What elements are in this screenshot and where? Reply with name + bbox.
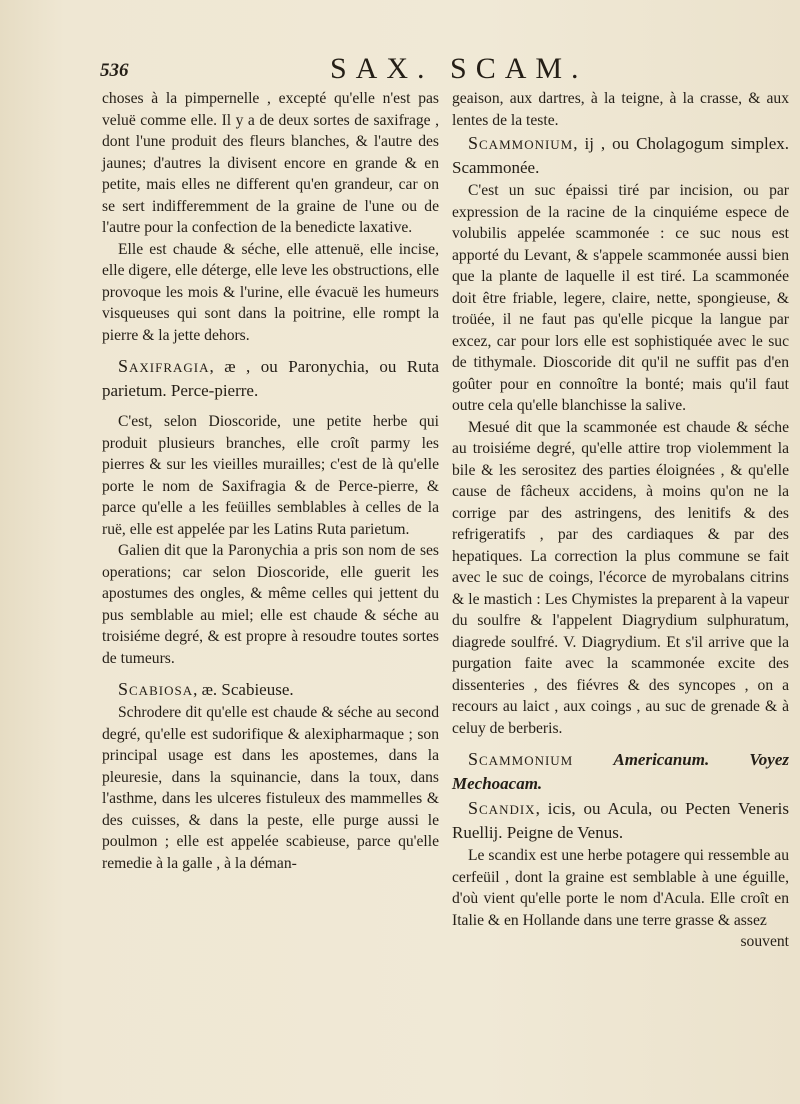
page-number: 536 — [100, 60, 129, 81]
paragraph: C'est, selon Dioscoride, une petite herbe qui produit plusieurs branches, elle croît parmy les pierres & sur les vieilles murailles; c'est de là qu'elle porte le nom de Saxifragia & de Perce-pierre, & parce qu'elle a les feüilles semblables à celles de la ruë, elle est appelée par les Latins Ruta parietum. — [102, 413, 439, 538]
entry-heading-scabiosa — [102, 677, 439, 702]
entry-synonyms: , ij , ou Cholagogum simplex. Scammonée. — [452, 134, 789, 177]
entry-synonyms: , icis, ou Acula, ou Pecten Veneris Ruellij. Peigne de Venus. — [452, 799, 789, 842]
entry-heading-scammonium-americanum — [452, 747, 789, 796]
entry-term: Scammonium — [468, 749, 574, 769]
entry-heading-scammonium — [452, 131, 789, 180]
entry-synonyms: , æ. Scabieuse. — [193, 680, 294, 699]
paragraph: Galien dit que la Paronychia a pris son nom de ses operations; car selon Dioscoride, elle guerit les apostumes des ongles, & même celles qui jettent du pus semblable au miel; elle est chaude & séche au troisiéme degré, & est propre à resoudre toutes sortes de tumeurs. — [102, 542, 439, 667]
paragraph: Schrodere dit qu'elle est chaude & séche au second degré, qu'elle est sudorifique & alexipharmaque ; son principal usage est dans les apostemes, dans la pleuresie, dans la squinancie, dans la toux, dans l'asthme, dans les ulceres fistuleux des mammelles & des cuisses, & dans la peste, elle purge aussi le poulmon ; elle est appelée scabieuse, parce qu'elle remedie à la galle , à la déman- — [102, 704, 439, 872]
entry-term: Scammonium — [468, 133, 574, 153]
entry-synonyms: , æ , ou Paronychia, ou Ruta parietum. Perce-pierre. — [102, 357, 439, 400]
left-column — [102, 88, 439, 874]
paragraph: Le scandix est une herbe potagere qui ressemble au cerfeüil , dont la graine est semblable à une éguille, d'où vient qu'elle porte le nom d'Acula. Elle croît en Italie & en Hollande dans une terre grasse & assez — [452, 847, 789, 929]
catchword: souvent — [740, 933, 789, 950]
entry-synonyms: Americanum. Voyez Mechoacam. — [452, 750, 789, 793]
paragraph: C'est un suc épaissi tiré par incision, ou par expression de la racine de la cinquiéme espece de volubilis appelée scammonée : ce suc nous est apporté du Levant, & s'appele scammonée aussi bien que la plante de laquelle il est tiré. La scammonée doit être friable, legere, claire, nette, spongieuse, & troüée, il ne faut pas qu'elle picque la langue par excez, car pour lors elle est sophistiquée avec le suc de tithymale. Dioscoride dit qu'il ne suffit pas d'en goûter pour en connoître la bonté; mais qu'il faut outre cela qu'elle blanchisse la salive. — [452, 182, 789, 414]
entry-term: Saxifragia — [118, 356, 210, 376]
right-column — [452, 88, 789, 953]
paragraph: Mesué dit que la scammonée est chaude & séche au troisiéme degré, qu'elle attire trop violemment la bile & les serositez des parties éloignées , & qu'elle cause de fâcheux accidens, à moins qu'on ne la corrige par des astringens, des lenitifs & des refrigeratifs , par des cardiaques & par des hepatiques. La correction la plus commune se fait avec le suc de coings, l'écorce de myrobalans citrins & le mastich : Les Chymistes la preparent à la vapeur du soulfre & l'appelent Diagrydium sulphuratum, diagrede soulfré. V. Diagrydium. Et s'il arrive que la purgation faite avec la scammonée excite des dissenteries , des fiévres & des syncopes , on a recours au laict , aux coings , au suc de grenade & à celuy de berberis. — [452, 418, 789, 737]
page-header — [100, 50, 740, 86]
running-title: SAX. SCAM. — [330, 52, 588, 85]
paragraph: geaison, aux dartres, à la teigne, à la crasse, & aux lentes de la teste. — [452, 90, 789, 129]
entry-heading-saxifragia — [102, 354, 439, 403]
entry-term: Scandix — [468, 798, 536, 818]
paragraph: Elle est chaude & séche, elle attenuë, elle incise, elle digere, elle déterge, elle leve les obstructions, elle provoque les mois & l'urine, elle évacuë les humeurs visqueuses qui sont dans la poitrine, elle rompt la pierre & la jette dehors. — [102, 240, 440, 344]
entry-heading-scandix — [452, 796, 789, 845]
entry-term: Scabiosa — [118, 679, 194, 699]
paragraph: choses à la pimpernelle , excepté qu'elle n'est pas veluë comme elle. Il y a de deux sortes de saxifrage , dont l'une produit des fleurs blanches, & l'autre des jaunes; d'autres la divisent encore en grande & en petite, mais elles ne different qu'en grandeur, car on se sert indifferemment de la graine de l'une ou de l'autre pour la confection de la benedicte laxative. — [102, 90, 439, 236]
